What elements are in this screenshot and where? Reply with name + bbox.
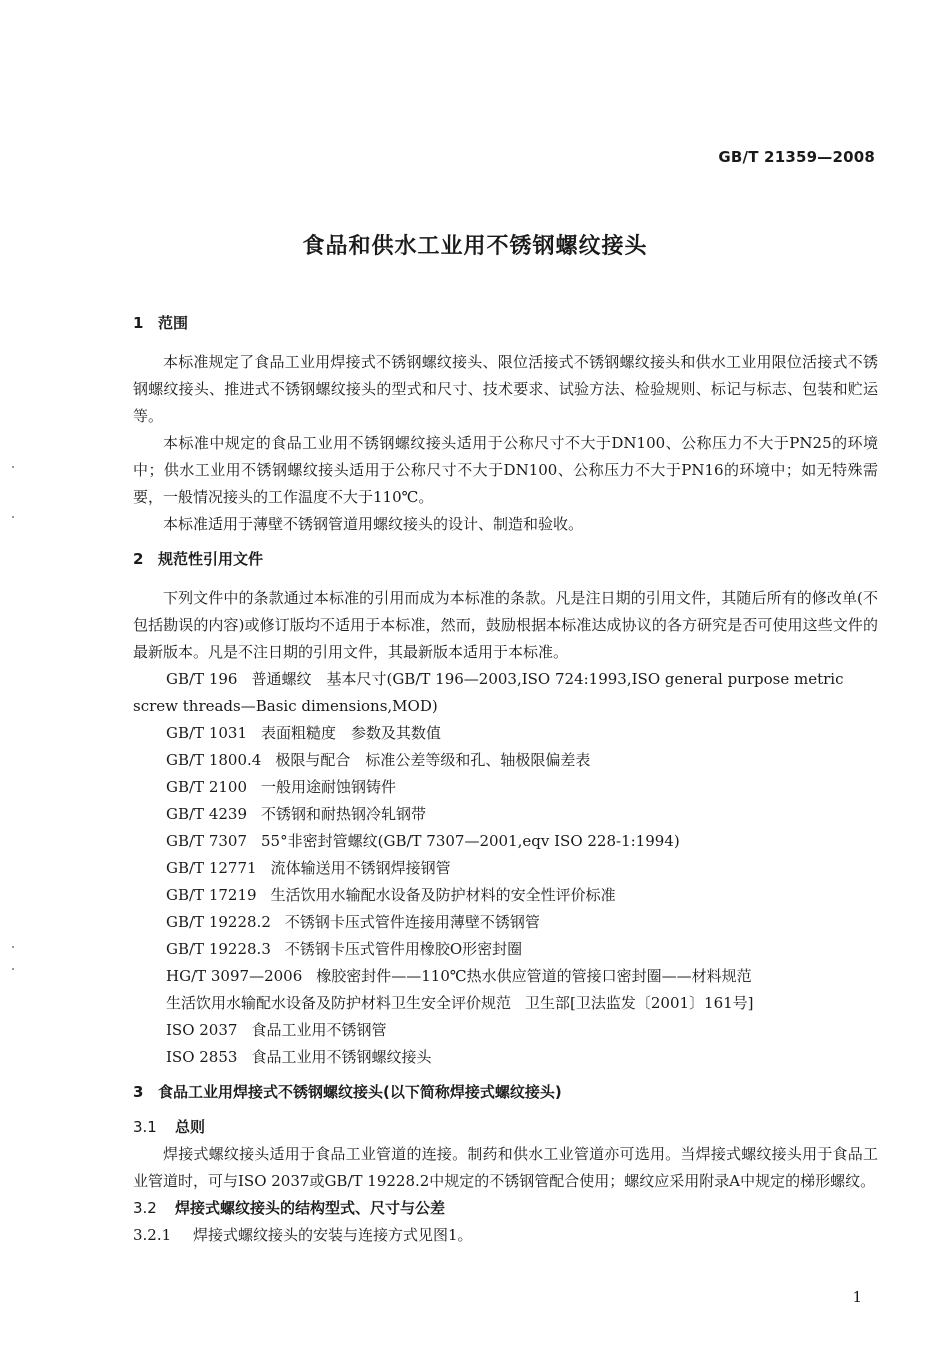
reference-title: 不锈钢卡压式管件用橡胶O形密封圈 [284,940,523,958]
clause-text: 焊接式螺纹接头的安装与连接方式见图1。 [193,1226,473,1244]
subsection-3-2-heading [133,1195,878,1222]
reference-title: 极限与配合 标准公差等级和孔、轴极限偏差表 [275,751,591,769]
reference-title: 55°非密封管螺纹(GB/T 7307—2001,eqv ISO 228-1:1994) [261,832,680,850]
reference-code: GB/T 12771 [166,859,257,877]
subsection-title: 总则 [175,1118,206,1136]
scan-speck [12,968,14,970]
reference-item [133,747,878,774]
section-2-intro: 下列文件中的条款通过本标准的引用而成为本标准的条款。凡是注日期的引用文件，其随后所有的修改单(不包括勘误的内容)或修订版均不适用于本标准，然而，鼓励根据本标准达成协议的各方研究是否可使用这些文件的最新版本。凡是不注日期的引用文件，其最新版本适用于本标准。 [133,589,878,661]
reference-title: 普通螺纹 基本尺寸(GB/T 196—2003,ISO 724:1993,ISO general purpose metric [251,670,844,688]
document-title: 食品和供水工业用不锈钢螺纹接头 [302,234,648,259]
reference-item [133,666,878,720]
reference-title: 流体输送用不锈钢焊接钢管 [270,859,451,877]
document-body [133,310,878,1249]
section-1-paragraph-1: 本标准规定了食品工业用焊接式不锈钢螺纹接头、限位活接式不锈钢螺纹接头和供水工业用限位活接式不锈钢螺纹接头、推进式不锈钢螺纹接头的型式和尺寸、技术要求、试验方法、检验规则、标记与标志、包装和贮运等。 [133,353,878,425]
reference-item [133,1017,878,1044]
reference-title: 食品工业用不锈钢管 [251,1021,387,1039]
reference-item [133,990,878,1017]
reference-code: GB/T 2100 [166,778,248,796]
normative-references-list [133,666,878,1071]
section-title: 规范性引用文件 [158,550,264,568]
section-title: 食品工业用焊接式不锈钢螺纹接头(以下简称焊接式螺纹接头) [158,1083,562,1101]
reference-code: 生活饮用水输配水设备及防护材料卫生安全评价规范 [166,994,512,1012]
reference-code: ISO 2037 [166,1021,238,1039]
clause-3-2-1 [133,1222,878,1249]
reference-code: GB/T 1031 [166,724,248,742]
page-number: 1 [852,1288,862,1306]
reference-code: GB/T 19228.2 [166,913,271,931]
section-title: 范围 [158,314,189,332]
section-number: 3 [133,1083,144,1101]
reference-title: 生活饮用水输配水设备及防护材料的安全性评价标准 [270,886,616,904]
section-3-heading [133,1079,878,1106]
reference-item [133,774,878,801]
reference-code: GB/T 4239 [166,805,248,823]
scan-speck [12,946,14,948]
reference-item [133,1044,878,1071]
section-1-paragraph-3: 本标准适用于薄壁不锈钢管道用螺纹接头的设计、制造和验收。 [163,515,584,533]
reference-item [133,909,878,936]
scan-speck [12,516,14,518]
clause-number: 3.2.1 [133,1226,172,1244]
section-number: 1 [133,314,144,332]
reference-title: 一般用途耐蚀钢铸件 [261,778,397,796]
reference-code: ISO 2853 [166,1048,238,1066]
scan-speck [12,466,14,468]
section-1-paragraph-2: 本标准中规定的食品工业用不锈钢螺纹接头适用于公称尺寸不大于DN100、公称压力不大于PN25的环境中；供水工业用不锈钢螺纹接头适用于公称尺寸不大于DN100、公称压力不大于PN16的环境中；如无特殊需要，一般情况接头的工作温度不大于110℃。 [133,434,878,506]
reference-item [133,855,878,882]
reference-code: GB/T 7307 [166,832,248,850]
reference-title: 橡胶密封件——110℃热水供应管道的管接口密封圈——材料规范 [316,967,752,985]
subsection-number: 3.1 [133,1118,157,1136]
section-number: 2 [133,550,144,568]
reference-title: 表面粗糙度 参数及其数值 [261,724,442,742]
reference-code: GB/T 1800.4 [166,751,262,769]
reference-title: 不锈钢卡压式管件连接用薄壁不锈钢管 [284,913,540,931]
standard-number: GB/T 21359—2008 [718,148,875,166]
section-1-heading [133,310,878,337]
subsection-3-1-heading [133,1114,878,1141]
section-2-heading [133,546,878,573]
reference-item [133,963,878,990]
reference-title: 卫生部[卫法监发〔2001〕161号] [525,994,754,1012]
reference-code: HG/T 3097—2006 [166,967,303,985]
reference-code: GB/T 17219 [166,886,257,904]
reference-title: 不锈钢和耐热钢冷轧钢带 [261,805,427,823]
subsection-number: 3.2 [133,1199,157,1217]
reference-item [133,882,878,909]
reference-item [133,720,878,747]
reference-title-continuation: screw threads—Basic dimensions,MOD) [133,697,438,715]
reference-code: GB/T 19228.3 [166,940,271,958]
reference-item [133,801,878,828]
subsection-3-1-paragraph: 焊接式螺纹接头适用于食品工业管道的连接。制药和供水工业管道亦可选用。当焊接式螺纹接头用于食品工业管道时，可与ISO 2037或GB/T 19228.2中规定的不锈钢管配合使用；螺纹应采用附录A中规定的梯形螺纹。 [133,1145,878,1190]
reference-item [133,936,878,963]
reference-title: 食品工业用不锈钢螺纹接头 [251,1048,432,1066]
subsection-title: 焊接式螺纹接头的结构型式、尺寸与公差 [175,1199,446,1217]
reference-code: GB/T 196 [166,670,238,688]
reference-item [133,828,878,855]
